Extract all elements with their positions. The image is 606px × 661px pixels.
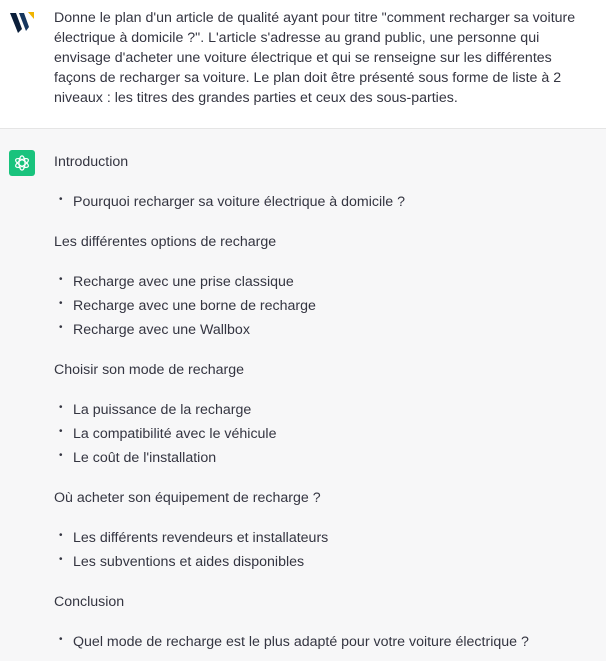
- bullet-icon: •: [59, 426, 63, 437]
- list-item-label: Pourquoi recharger sa voiture électrique à domicile ?: [73, 194, 406, 210]
- bullet-icon: •: [59, 554, 63, 565]
- openai-logo-icon: [9, 150, 35, 176]
- bullet-icon: •: [59, 274, 63, 285]
- section-title: Les différentes options de recharge: [54, 234, 277, 250]
- list-item-label: Le coût de l'installation: [73, 450, 217, 466]
- bullet-icon: •: [59, 194, 63, 205]
- section-title: Choisir son mode de recharge: [54, 362, 245, 378]
- bullet-icon: •: [59, 322, 63, 333]
- user-message-text: Donne le plan d'un article de qualité ayant pour titre "comment recharger sa voiture électrique à domicile ?". L'article s'adresse au grand public, une personne qui envisage d'acheter une voiture électrique et qui se renseigne sur les différentes façons de recharger sa voiture. Le plan doit être présenté sous forme de liste à 2 niveaux : les titres des grandes parties et ceux des sous-parties.: [54, 10, 576, 106]
- user-logo-icon: [9, 9, 35, 35]
- list-item-label: Recharge avec une prise classique: [73, 274, 294, 290]
- bullet-icon: •: [59, 298, 63, 309]
- list-item-label: Recharge avec une Wallbox: [73, 322, 250, 338]
- list-item-label: Les différents revendeurs et installateurs: [73, 530, 329, 546]
- list-item-label: Quel mode de recharge est le plus adapté pour votre voiture électrique ?: [73, 634, 529, 650]
- list-item-label: La compatibilité avec le véhicule: [73, 426, 277, 442]
- list-item-label: Les subventions et aides disponibles: [73, 554, 305, 570]
- assistant-message: [0, 130, 606, 661]
- user-message: [0, 0, 606, 129]
- bullet-icon: •: [59, 530, 63, 541]
- bullet-icon: •: [59, 634, 63, 645]
- list-item-label: Recharge avec une borne de recharge: [73, 298, 316, 314]
- list-item-label: La puissance de la recharge: [73, 402, 252, 418]
- bullet-icon: •: [59, 450, 63, 461]
- section-title: Où acheter son équipement de recharge ?: [54, 490, 321, 506]
- section-title: Conclusion: [54, 594, 125, 610]
- section-title: Introduction: [54, 154, 129, 170]
- bullet-icon: •: [59, 402, 63, 413]
